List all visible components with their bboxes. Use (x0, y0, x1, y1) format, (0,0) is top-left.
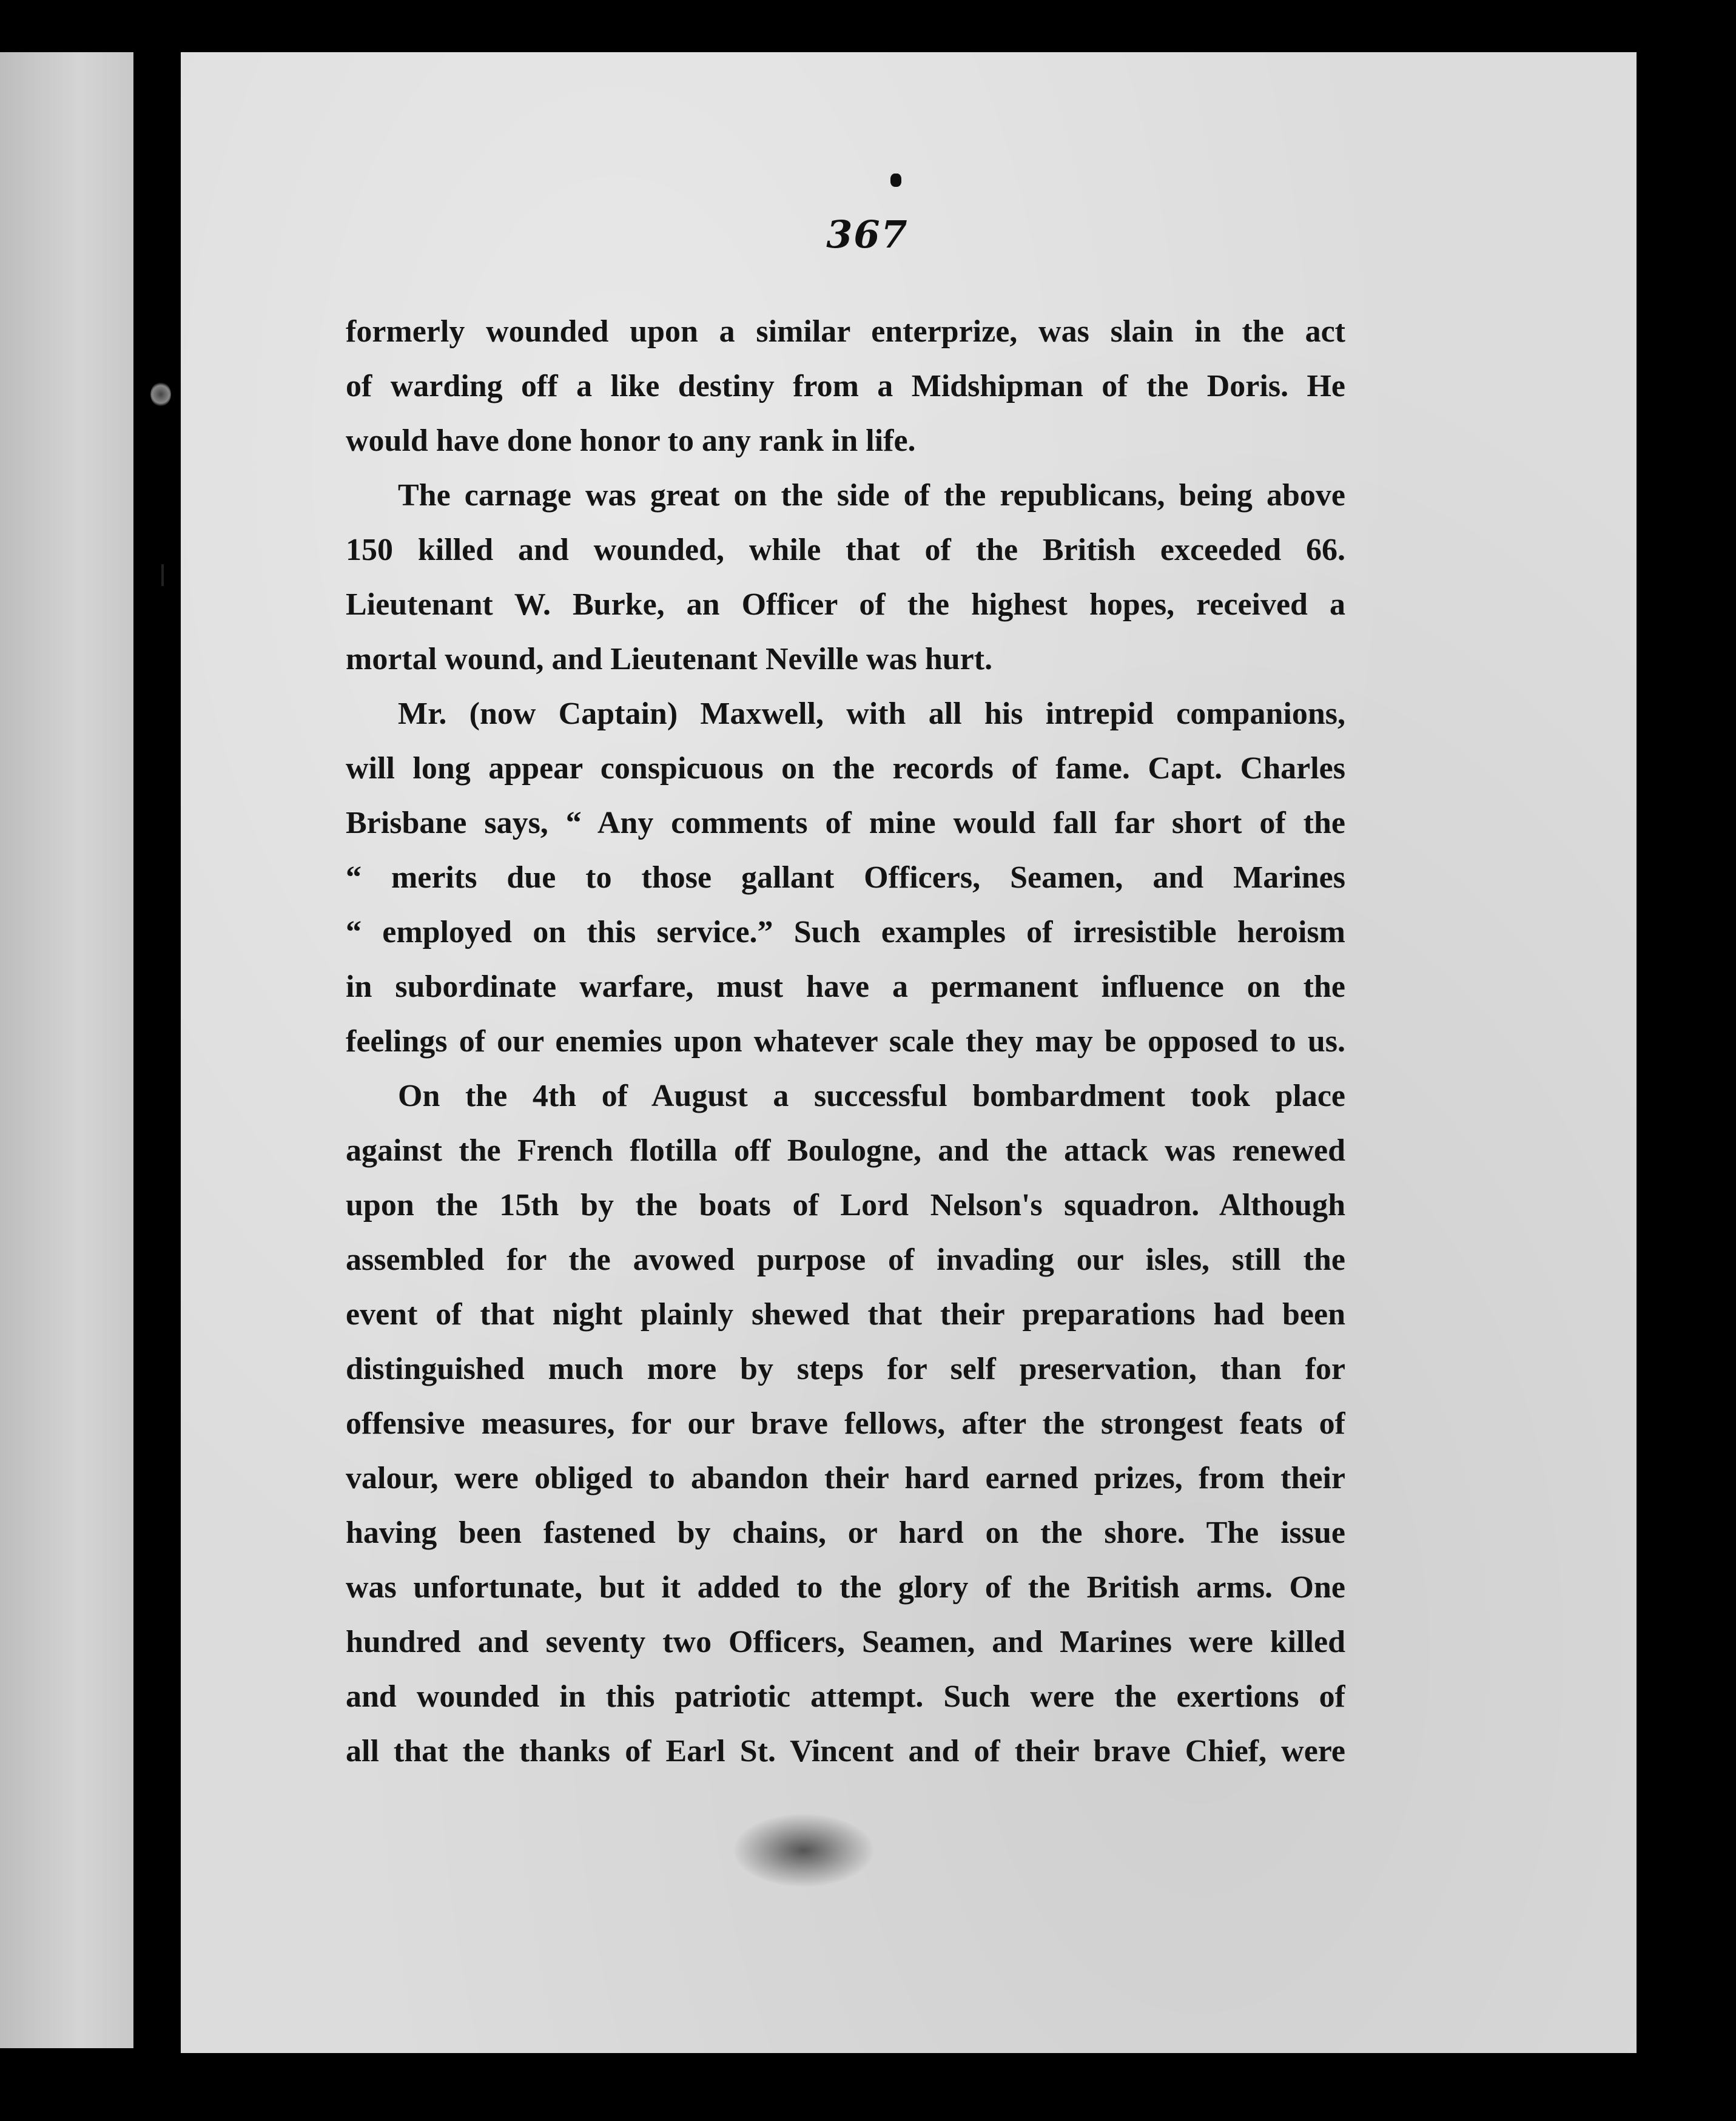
text-line: hundred and seventy two Officers, Seamen, and Marines were killed (346, 1625, 1345, 1659)
text-line: distinguished much more by steps for self preservation, than for (346, 1352, 1345, 1386)
text-line: will long appear conspicuous on the records of fame. Capt. Charles (346, 751, 1345, 786)
text-line: 150 killed and wounded, while that of the British exceeded 66. (346, 533, 1345, 567)
facing-page-edge (0, 52, 133, 2048)
text-line: of warding off a like destiny from a Midshipman of the Doris. He (346, 369, 1345, 403)
text-line: would have done honor to any rank in life. (346, 423, 916, 458)
text-line: and wounded in this patriotic attempt. Such were the exertions of (346, 1679, 1345, 1714)
text-line: event of that night plainly shewed that their preparations had been (346, 1297, 1345, 1332)
text-line: The carnage was great on the side of the republicans, being above (398, 478, 1345, 513)
printer-ornament (890, 174, 901, 187)
text-line: all that the thanks of Earl St. Vincent and of their brave Chief, were (346, 1734, 1345, 1769)
page-number: 367 (826, 212, 909, 257)
text-line: upon the 15th by the boats of Lord Nelson's squadron. Although (346, 1188, 1345, 1222)
text-line: against the French flotilla off Boulogne, and the attack was renewed (346, 1133, 1345, 1168)
text-line: assembled for the avowed purpose of invading our isles, still the (346, 1243, 1345, 1277)
text-line: having been fastened by chains, or hard on the shore. The issue (346, 1516, 1345, 1550)
body-text (346, 305, 1345, 1779)
text-line: valour, were obliged to abandon their hard earned prizes, from their (346, 1461, 1345, 1495)
text-line: “ employed on this service.” Such examples of irresistible heroism (346, 915, 1345, 949)
text-line: offensive measures, for our brave fellows, after the strongest feats of (346, 1406, 1345, 1441)
ink-blot (150, 382, 171, 406)
gutter-mark (161, 564, 164, 586)
text-line: Mr. (now Captain) Maxwell, with all his intrepid companions, (398, 696, 1345, 731)
text-line: in subordinate warfare, must have a permanent influence on the (346, 969, 1345, 1004)
printer-ornament-smudge (734, 1814, 873, 1887)
scan-border (1637, 0, 1736, 2121)
text-line: On the 4th of August a successful bombardment took place (398, 1079, 1345, 1113)
text-line: Lieutenant W. Burke, an Officer of the highest hopes, received a (346, 587, 1345, 622)
text-line: mortal wound, and Lieutenant Neville was hurt. (346, 642, 993, 676)
text-line: “ merits due to those gallant Officers, Seamen, and Marines (346, 860, 1345, 895)
text-line: formerly wounded upon a similar enterprize, was slain in the act (346, 314, 1345, 349)
text-line: feelings of our enemies upon whatever scale they may be opposed to us. (346, 1024, 1345, 1059)
text-line: Brisbane says, “ Any comments of mine would fall far short of the (346, 806, 1345, 840)
text-line: was unfortunate, but it added to the glory of the British arms. One (346, 1570, 1345, 1605)
